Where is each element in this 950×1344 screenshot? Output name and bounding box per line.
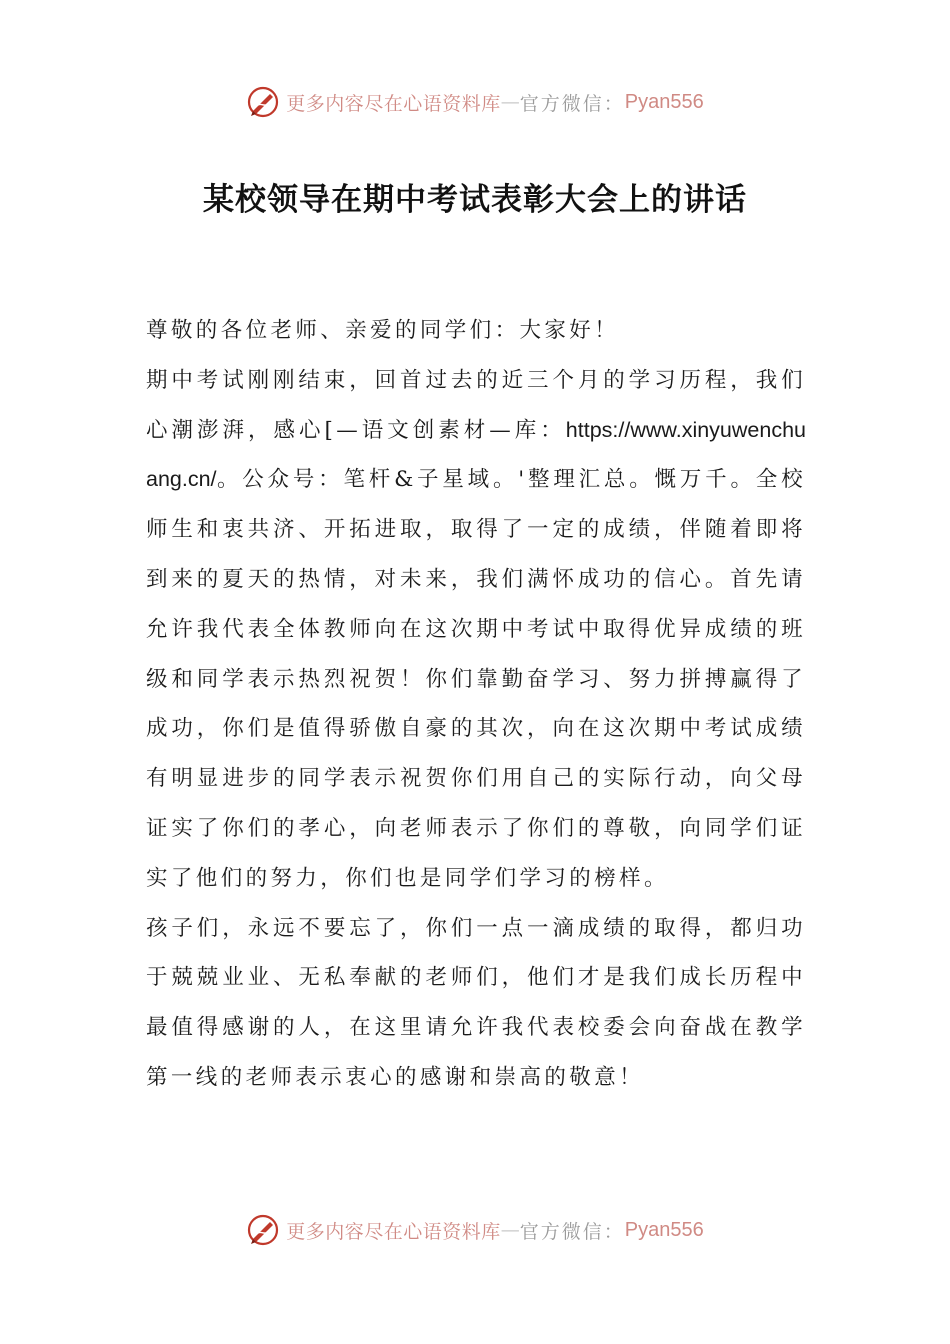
banner-separator: — bbox=[500, 91, 520, 113]
promo-text: 更多内容尽在心语资料库 bbox=[286, 92, 501, 115]
body-paragraph-2: 孩子们，永远不要忘了，你们一点一滴成绩的取得，都归功于兢兢业业、无私奉献的老师们，他们才是我们成长历程中最值得感谢的人，在这里请允许我代表校委会向奋战在教学第一线的老师表示衷心的感谢和崇高的敬意！ bbox=[146, 915, 806, 1090]
paragraph-1-text-end: 。公众号：笔杆&子星域。'整理汇总。慨万千。全校师生和衷共济、开拓进取，取得了一定的成绩，伴随着即将到来的夏天的热情，对未来，我们满怀成功的信心。首先请允许我代表全体教师向在这次期中考试中取得优异成绩的班级和同学表示热烈祝贺！你们靠勤奋学习、努力拼搏赢得了成功，你们是值得骄傲自豪的其次，向在这次期中考试成绩有明显进步的同学表示祝贺你们用自己的实际行动，向父母证实了你们的孝心，向老师表示了你们的尊敬，向同学们证实了他们的努力，你们也是同学们学习的榜样。 bbox=[146, 467, 806, 891]
pen-logo-icon bbox=[246, 85, 280, 119]
promo-text: 更多内容尽在心语资料库 bbox=[286, 1220, 501, 1243]
source-url-text: https://www.xinyuwenchuang.cn/ bbox=[146, 417, 806, 492]
wechat-label: 官方微信： bbox=[519, 1220, 625, 1243]
pen-logo-icon bbox=[246, 1213, 280, 1247]
wechat-label: 官方微信： bbox=[519, 92, 625, 115]
greeting-paragraph: 尊敬的各位老师、亲爱的同学们：大家好！ bbox=[146, 318, 620, 343]
wechat-id: Pyan556 bbox=[624, 90, 704, 113]
document-body bbox=[146, 306, 806, 1103]
header-watermark-banner bbox=[0, 82, 950, 122]
footer-watermark-banner bbox=[0, 1210, 950, 1250]
page-title: 某校领导在期中考试表彰大会上的讲话 bbox=[203, 182, 747, 218]
paragraph-1-text-start: 期中考试刚刚结束，回首过去的近三个月的学习历程，我们心潮澎湃，感心[—语文创素材—库： bbox=[146, 367, 806, 443]
body-paragraph-1 bbox=[146, 356, 806, 904]
wechat-id: Pyan556 bbox=[624, 1218, 704, 1241]
banner-separator: — bbox=[500, 1219, 520, 1241]
